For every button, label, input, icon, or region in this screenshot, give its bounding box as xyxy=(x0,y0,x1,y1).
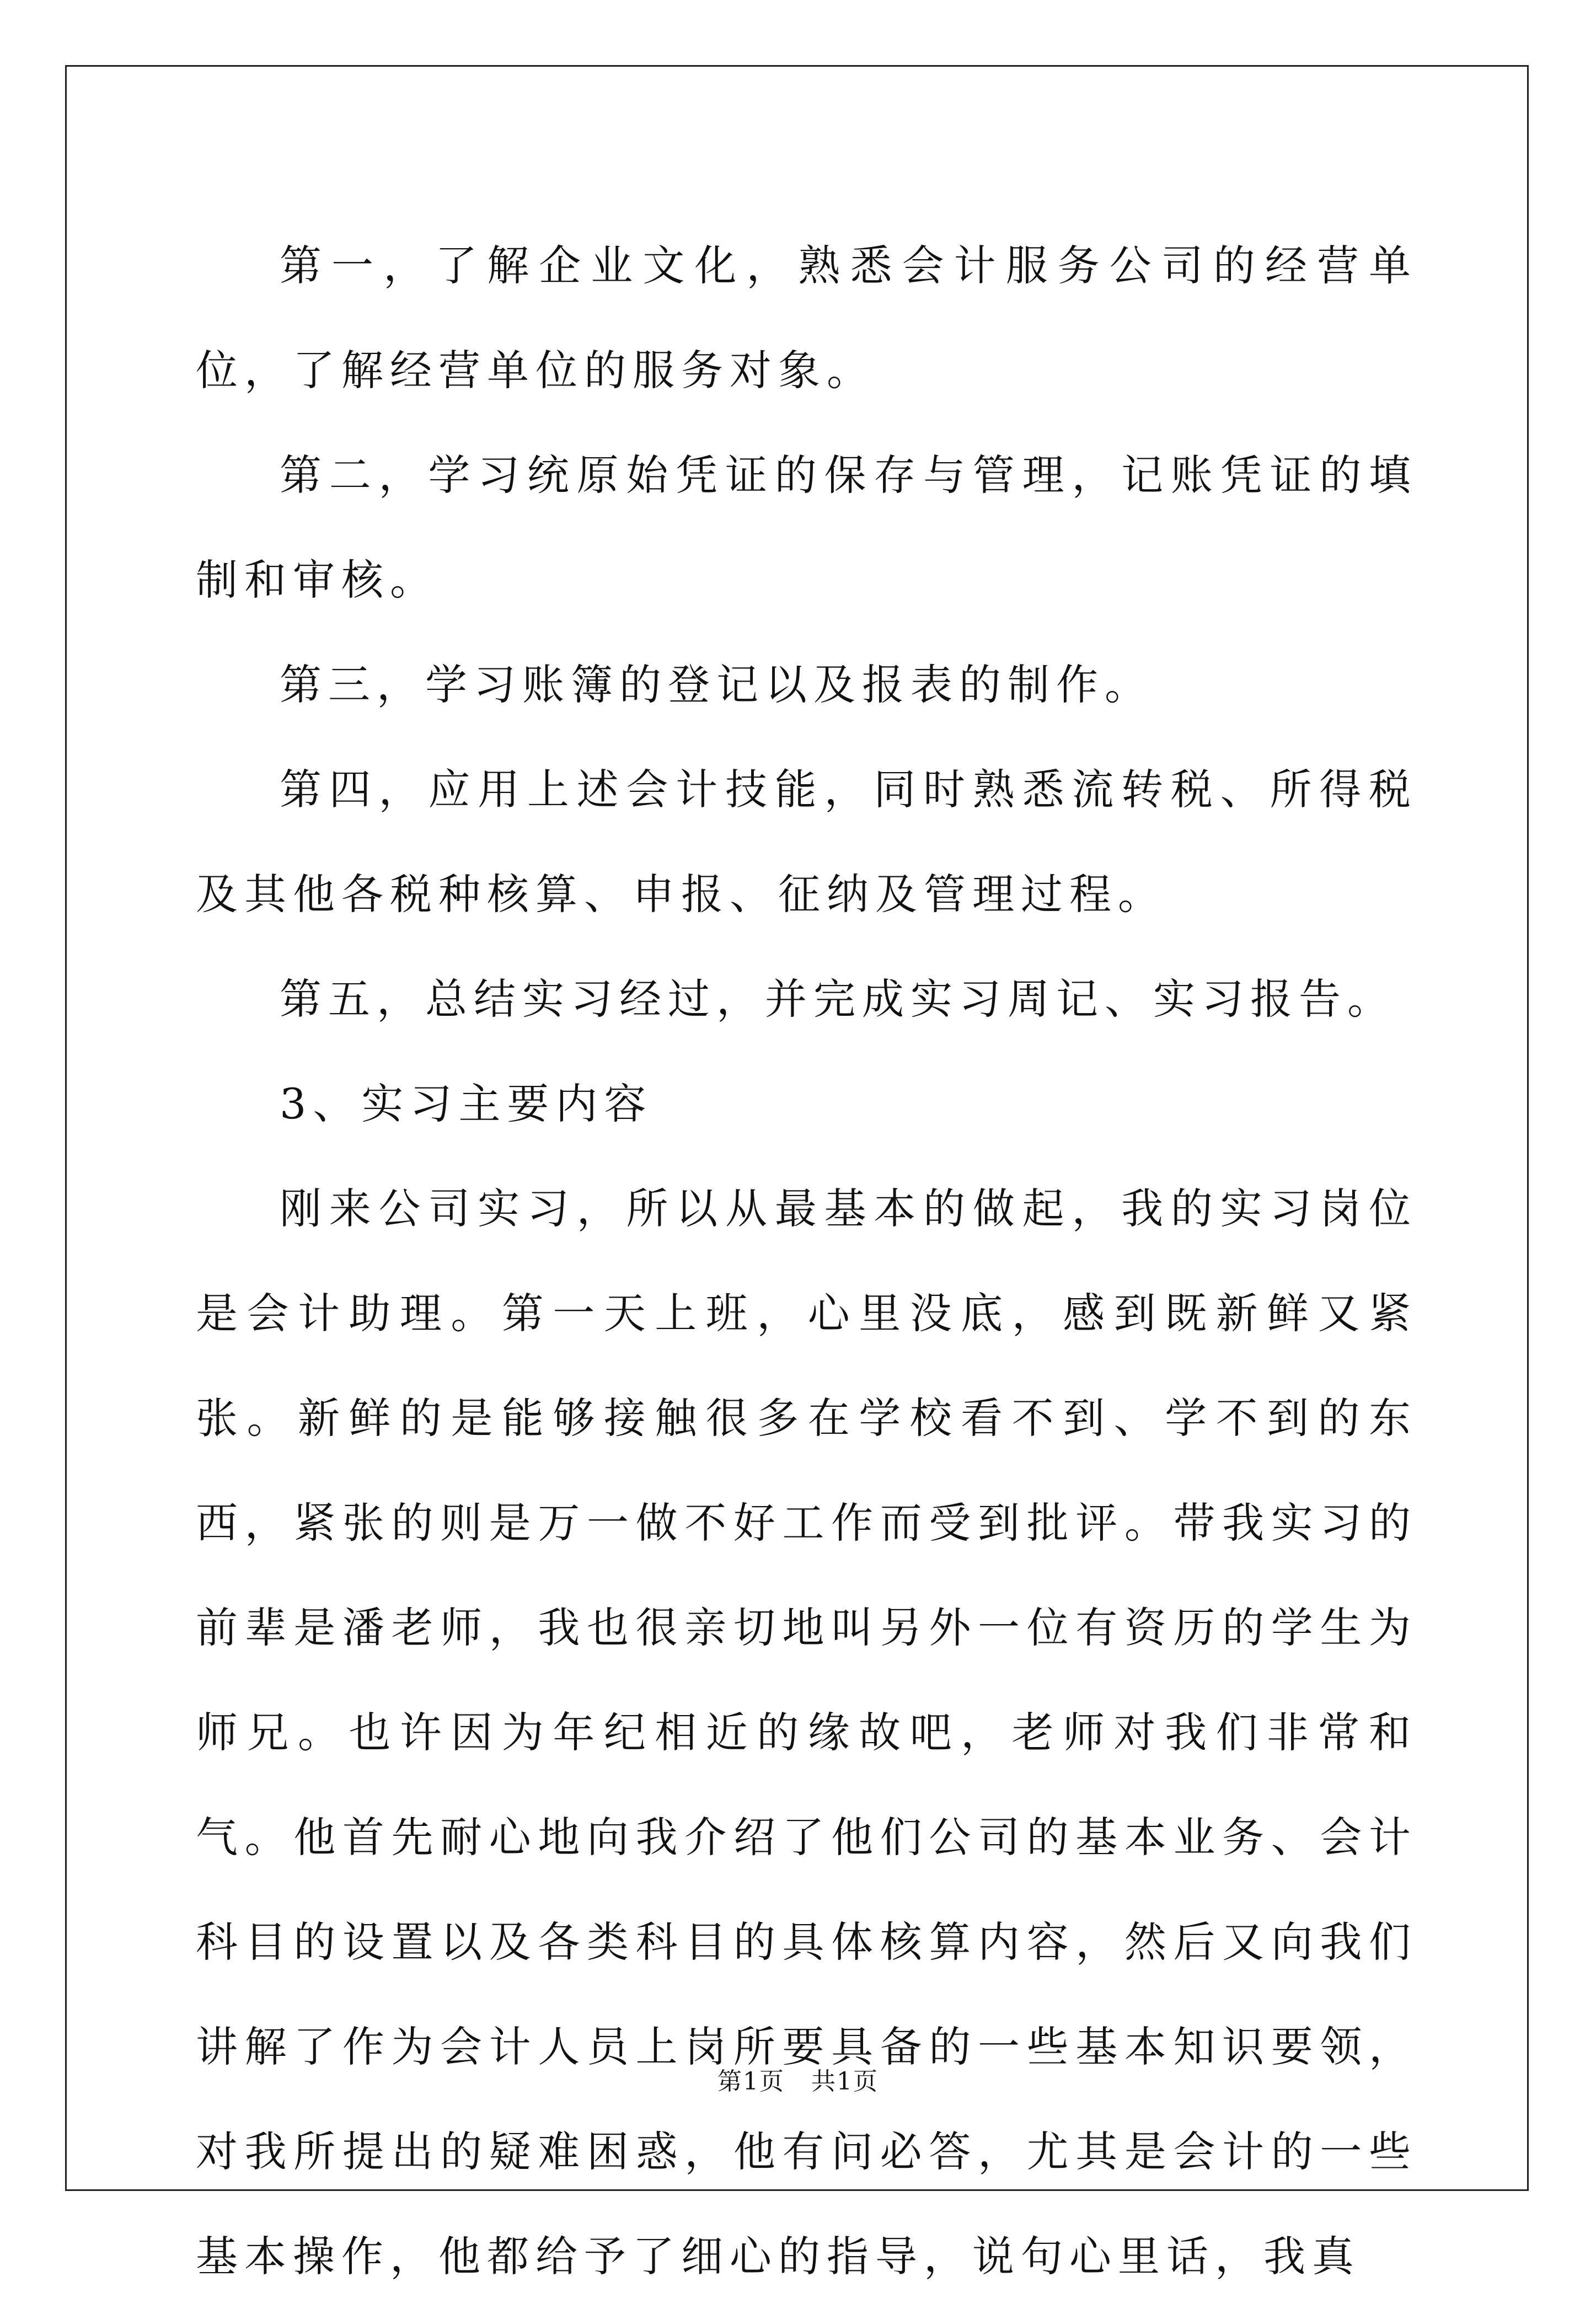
document-body xyxy=(196,213,1417,2309)
paragraph-step-2: 第二，学习统原始凭证的保存与管理，记账凭证的填制和审核。 xyxy=(196,451,1417,604)
page-total: 共1页 xyxy=(811,2067,879,2096)
page-number: 第1页 xyxy=(717,2067,785,2096)
paragraph-step-4: 第四，应用上述会计技能，同时熟悉流转税、所得税及其他各税种核算、申报、征纳及管理过程。 xyxy=(196,765,1417,919)
section-heading: 3、实习主要内容 xyxy=(280,1079,653,1128)
paragraph-step-1: 第一，了解企业文化，熟悉会计服务公司的经营单位，了解经营单位的服务对象。 xyxy=(196,241,1417,395)
footer-spacer xyxy=(785,2067,811,2096)
page-footer xyxy=(0,2065,1596,2098)
paragraph-step-5: 第五，总结实习经过，并完成实习周记、实习报告。 xyxy=(280,974,1396,1024)
paragraph-step-3: 第三，学习账簿的登记以及报表的制作。 xyxy=(280,660,1153,709)
paragraph-main-content: 刚来公司实习，所以从最基本的做起，我的实习岗位是会计助理。第一天上班，心里没底，感到既新鲜又紧张。新鲜的是能够接触很多在学校看不到、学不到的东西，紧张的则是万一做不好工作而受到批评。带我实习的前辈是潘老师，我也很亲切地叫另外一位有资历的学生为师兄。也许因为年纪相近的缘故吧，老师对我们非常和气。他首先耐心地向我介绍了他们公司的基本业务、会计科目的设置以及各类科目的具体核算内容，然后又向我们讲解了作为会计人员上岗所要具备的一些基本知识要领，对我所提出的疑难困惑，他有问必答，尤其是会计的一些基本操作，他都给予了细心的指导，说句心里话，我真 xyxy=(196,1184,1417,2281)
